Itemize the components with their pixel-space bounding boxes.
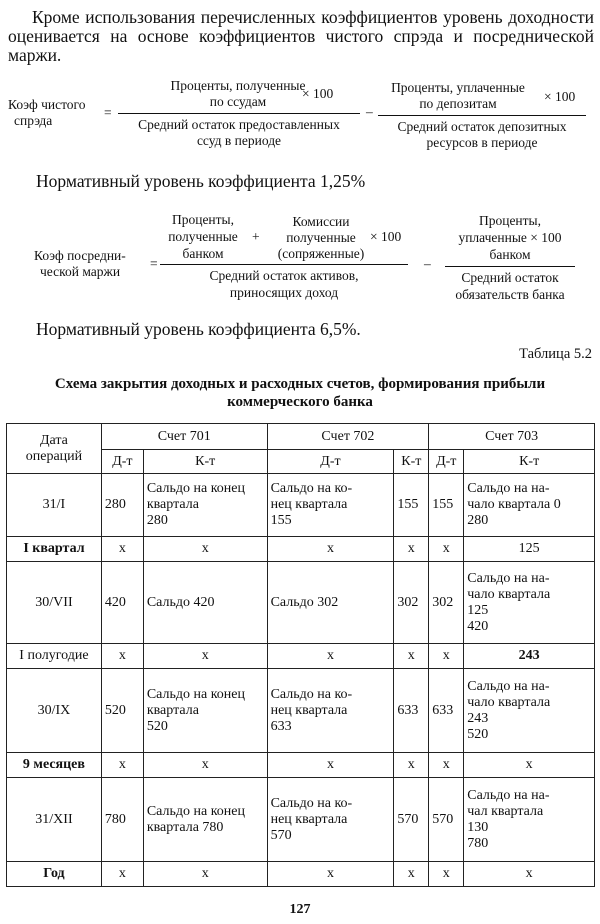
period-label: 9 месяцев [7, 753, 102, 778]
credit-701 [143, 669, 267, 753]
debit-702: Сальдо 302 [267, 562, 394, 644]
cell-line: Сальдо на конец [146, 803, 245, 819]
credit-703 [464, 778, 595, 862]
denominator-line1: Средний остаток [461, 270, 559, 285]
period-label: I квартал [7, 537, 102, 562]
cell-line: чало квартала [467, 586, 551, 602]
numerator-line1: Проценты, полученные [170, 78, 306, 93]
fraction-bar [378, 115, 586, 116]
cell-line: Сальдо на на- [467, 678, 550, 694]
x-mark: x [429, 537, 464, 562]
cell-line: чал квартала [467, 803, 544, 819]
credit-703 [464, 474, 595, 537]
denominator-line2: ресурсов в периоде [426, 135, 538, 150]
cell-line: Сальдо на на- [467, 570, 550, 586]
cell-line: нец квартала [270, 811, 348, 827]
cell-line: 420 [467, 618, 489, 634]
table-title-line1: Схема закрытия доходных и расходных счетов, формирования прибыли [54, 376, 546, 392]
x-mark: x [429, 862, 464, 887]
cell-line: 570 [270, 827, 292, 843]
header-debit: Д-т [101, 450, 143, 474]
header-debit: Д-т [267, 450, 394, 474]
period-label: I полугодие [7, 644, 102, 669]
debit-703: 302 [429, 562, 464, 644]
intro-paragraph: Кроме использования перечисленных коэффициентов уровень доходности оценивается на основе коэффициентов чистого спрэда и посреднической маржи. [8, 7, 594, 65]
denominator-line1: Средний остаток активов, [209, 268, 359, 283]
credit-702: 633 [394, 669, 429, 753]
cell-line: Сальдо на ко- [270, 481, 353, 496]
norm-text-1: Нормативный уровень коэффициента 1,25% [36, 171, 366, 191]
cell-line: Сальдо на ко- [270, 686, 353, 702]
fraction-bar [160, 264, 408, 265]
period-profit: 125 [464, 537, 595, 562]
formula-label-line2: ческой маржи [40, 264, 121, 279]
numerator-line1: Проценты, уплаченные [391, 80, 525, 95]
credit-701: Сальдо 420 [143, 562, 267, 644]
cell-line: Сальдо на на- [467, 787, 550, 803]
table-summary-row [7, 753, 595, 778]
x-mark: x [267, 862, 394, 887]
numerator-line3: банком [489, 247, 531, 262]
cell-line: 155 [270, 513, 292, 528]
debit-703: 633 [429, 669, 464, 753]
cell-line: квартала [146, 702, 199, 718]
debit-701: 520 [101, 669, 143, 753]
x-mark: x [267, 644, 394, 669]
formula-label-line1: Коэф посредни- [34, 248, 126, 263]
header-date [7, 424, 102, 474]
accounts-table [6, 423, 595, 887]
formula-label-line1: Коэф чистого [8, 97, 86, 112]
x-mark: x [394, 862, 429, 887]
header-credit: К-т [143, 450, 267, 474]
numerator-part1-line3: банком [182, 246, 224, 261]
header-credit: К-т [394, 450, 429, 474]
numerator-part1-line1: Проценты, [171, 212, 235, 227]
debit-703: 570 [429, 778, 464, 862]
plus-sign: + [252, 229, 260, 244]
cell-line: чало квартала 0 [467, 497, 561, 512]
denominator-line1: Средний остаток предоставленных [138, 117, 340, 132]
table-label: Таблица 5.2 [519, 346, 592, 362]
numerator-part2-line3: (сопряженные) [277, 246, 365, 261]
cell-line: нец квартала [270, 702, 348, 718]
debit-702 [267, 669, 394, 753]
table-row [7, 562, 595, 644]
cell-line: 125 [467, 602, 489, 618]
numerator-part2-line2: полученные [286, 230, 356, 245]
denominator-line2: обязательств банка [455, 287, 565, 302]
debit-701: 780 [101, 778, 143, 862]
header-credit: К-т [464, 450, 595, 474]
x-mark: x [267, 753, 394, 778]
x-mark: x [101, 644, 143, 669]
cell-line: 243 [467, 710, 489, 726]
credit-703 [464, 562, 595, 644]
numerator-part1-line2: полученные [168, 229, 238, 244]
period-profit: 243 [464, 644, 595, 669]
cell-line: квартала [146, 497, 199, 512]
cell-line: чало квартала [467, 694, 551, 710]
multiplier: × 100 [544, 89, 576, 104]
fraction-bar [118, 113, 360, 114]
minus-sign: – [366, 104, 373, 119]
norm-text-2: Нормативный уровень коэффициента 6,5%. [36, 319, 361, 339]
table-row [7, 778, 595, 862]
x-mark: x [143, 537, 267, 562]
x-mark: x [101, 753, 143, 778]
cell-line: 520 [467, 726, 489, 742]
debit-702 [267, 474, 394, 537]
x-mark: x [101, 862, 143, 887]
cell-line: Сальдо на на- [467, 481, 550, 496]
numerator-line2: уплаченные × 100 [458, 230, 562, 245]
header-account-703: Счет 703 [429, 424, 595, 450]
x-mark: x [394, 753, 429, 778]
x-mark: x [394, 537, 429, 562]
fraction-bar [445, 266, 575, 267]
credit-701 [143, 778, 267, 862]
x-mark: x [143, 644, 267, 669]
cell-line: 633 [270, 718, 292, 734]
numerator-line1: Проценты, [478, 213, 542, 228]
denominator-line1: Средний остаток депозитных [397, 119, 567, 134]
numerator-part2-line1: Комиссии [292, 214, 350, 229]
page-number: 127 [289, 902, 311, 917]
date-cell: 30/VII [7, 562, 102, 644]
cell-line: 780 [467, 835, 489, 851]
credit-701 [143, 474, 267, 537]
x-mark: x [464, 753, 595, 778]
date-cell: 30/IX [7, 669, 102, 753]
cell-line: нец квартала [270, 497, 348, 512]
cell-line: 280 [467, 513, 489, 528]
formula-label-line2: спрэда [14, 113, 53, 128]
header-account-701: Счет 701 [101, 424, 267, 450]
cell-line: 520 [146, 718, 168, 734]
period-label: Год [7, 862, 102, 887]
cell-line: 280 [146, 513, 168, 528]
credit-702: 570 [394, 778, 429, 862]
cell-line: 130 [467, 819, 489, 835]
table-title-line2: коммерческого банка [227, 394, 373, 410]
header-date-line1: Дата [39, 432, 68, 448]
debit-702 [267, 778, 394, 862]
cell-line: Сальдо на ко- [270, 795, 353, 811]
table-summary-row [7, 644, 595, 669]
denominator-line2: ссуд в периоде [196, 133, 282, 148]
credit-702: 155 [394, 474, 429, 537]
x-mark: x [143, 862, 267, 887]
x-mark: x [267, 537, 394, 562]
x-mark: x [464, 862, 595, 887]
debit-703: 155 [429, 474, 464, 537]
denominator-line2: приносящих доход [229, 285, 339, 300]
x-mark: x [394, 644, 429, 669]
multiplier: × 100 [302, 86, 334, 101]
table-row [7, 474, 595, 537]
numerator-line2: по ссудам [209, 94, 267, 109]
debit-701: 420 [101, 562, 143, 644]
table-header-row [7, 424, 595, 450]
cell-line: Сальдо на конец [146, 481, 245, 496]
minus-sign: – [424, 256, 431, 271]
x-mark: x [143, 753, 267, 778]
x-mark: x [429, 644, 464, 669]
header-date-line2: операций [25, 448, 83, 464]
cell-line: квартала 780 [146, 819, 224, 835]
debit-701: 280 [101, 474, 143, 537]
credit-703 [464, 669, 595, 753]
date-cell: 31/XII [7, 778, 102, 862]
table-summary-row [7, 862, 595, 887]
equals-sign: = [104, 105, 112, 120]
x-mark: x [101, 537, 143, 562]
credit-702: 302 [394, 562, 429, 644]
table-row [7, 669, 595, 753]
x-mark: x [429, 753, 464, 778]
header-account-702: Счет 702 [267, 424, 429, 450]
numerator-line2: по депозитам [419, 96, 497, 111]
date-cell: 31/I [7, 474, 102, 537]
cell-line: Сальдо на конец [146, 686, 245, 702]
table-summary-row [7, 537, 595, 562]
equals-sign: = [150, 256, 158, 271]
multiplier: × 100 [370, 229, 402, 244]
header-debit: Д-т [429, 450, 464, 474]
